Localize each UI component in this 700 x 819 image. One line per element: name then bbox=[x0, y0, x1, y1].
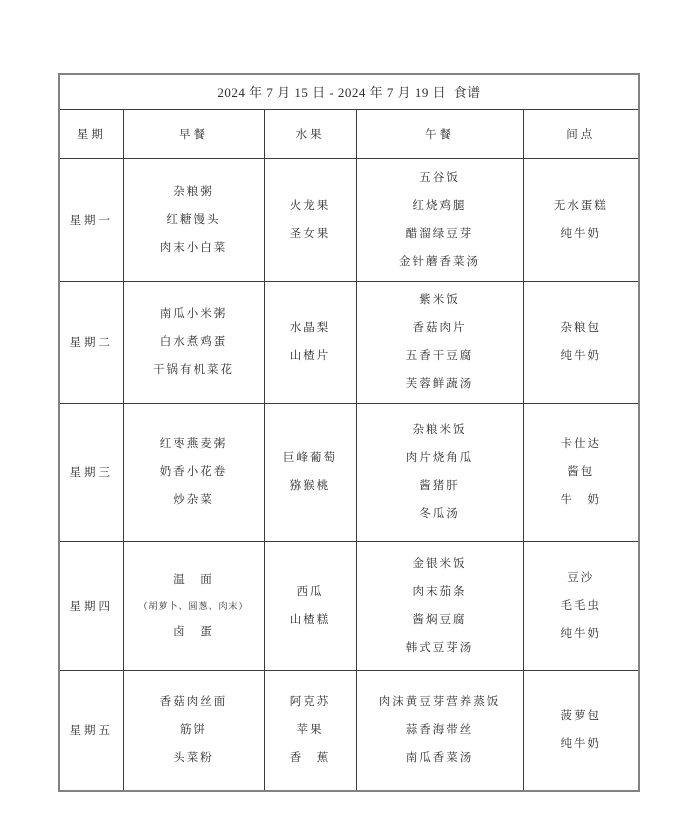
menu-item: 圣女果 bbox=[289, 227, 331, 240]
fruit-cell bbox=[264, 670, 356, 791]
menu-item: 纯牛奶 bbox=[560, 738, 601, 751]
menu-item: 金针蘑香菜汤 bbox=[399, 255, 480, 268]
menu-item: 香菇肉片 bbox=[412, 322, 467, 334]
menu-item: 芙蓉鲜蔬汤 bbox=[405, 378, 474, 390]
header-cell-day: 星期 bbox=[59, 109, 123, 158]
snack-cell bbox=[523, 158, 639, 281]
snack-cell bbox=[523, 541, 639, 670]
day-cell: 星期五 bbox=[59, 670, 123, 791]
menu-item: 纯牛奶 bbox=[560, 350, 601, 362]
title-row bbox=[59, 74, 639, 109]
header-row bbox=[59, 109, 639, 158]
menu-item: 苹果 bbox=[296, 724, 324, 737]
menu-item: 肉沫黄豆芽营养蒸饭 bbox=[378, 696, 501, 709]
menu-item: 白水煮鸡蛋 bbox=[159, 336, 228, 348]
lunch-cell bbox=[356, 541, 523, 670]
menu-item: 肉末小白菜 bbox=[159, 241, 228, 254]
breakfast-cell bbox=[123, 670, 264, 791]
breakfast-cell bbox=[123, 158, 264, 281]
menu-item: 香菇肉丝面 bbox=[159, 696, 228, 709]
menu-table bbox=[58, 73, 640, 792]
snack-cell bbox=[523, 670, 639, 791]
menu-item: 无水蛋糕 bbox=[553, 199, 608, 212]
menu-item: 炒杂菜 bbox=[173, 494, 214, 506]
menu-item: 杂粮粥 bbox=[173, 185, 214, 198]
menu-item: 金银米饭 bbox=[412, 557, 467, 570]
menu-item: 阿克苏 bbox=[289, 696, 331, 709]
menu-item: 牛 奶 bbox=[560, 494, 601, 506]
header-cell-breakfast: 早餐 bbox=[123, 109, 264, 158]
menu-item: 筋饼 bbox=[180, 724, 207, 737]
menu-item: 奶香小花卷 bbox=[159, 466, 228, 478]
menu-item: 杂粮包 bbox=[560, 322, 601, 334]
menu-item: 杂粮米饭 bbox=[412, 424, 467, 436]
menu-item: 巨峰葡萄 bbox=[283, 452, 337, 464]
menu-item: 头菜粉 bbox=[173, 752, 214, 765]
menu-item: 酱猪肝 bbox=[419, 480, 460, 492]
menu-item: 卤 蛋 bbox=[173, 625, 214, 638]
menu-item: 五谷饭 bbox=[419, 171, 460, 184]
breakfast-cell bbox=[123, 281, 264, 403]
lunch-cell bbox=[356, 670, 523, 791]
fruit-cell bbox=[264, 158, 356, 281]
menu-item: 山楂糕 bbox=[289, 613, 331, 626]
day-cell: 星期四 bbox=[59, 541, 123, 670]
menu-item: 豆沙 bbox=[567, 571, 595, 584]
lunch-cell bbox=[356, 158, 523, 281]
menu-item: 蒜香海带丝 bbox=[405, 724, 474, 737]
menu-item: 火龙果 bbox=[289, 199, 331, 212]
menu-item: 醋溜绿豆芽 bbox=[405, 227, 474, 240]
header-cell-lunch: 午餐 bbox=[356, 109, 523, 158]
menu-item: 酱包 bbox=[567, 466, 595, 478]
menu-item: 南瓜香菜汤 bbox=[405, 752, 474, 765]
menu-item: 肉片烧角瓜 bbox=[405, 452, 474, 464]
menu-item: 肉末茄条 bbox=[412, 585, 467, 598]
day-cell: 星期三 bbox=[59, 403, 123, 541]
menu-item: 香 蕉 bbox=[289, 752, 331, 765]
page-title: 2024 年 7 月 15 日 - 2024 年 7 月 19 日 食谱 bbox=[59, 74, 639, 109]
menu-item: 红烧鸡腿 bbox=[412, 199, 467, 212]
snack-cell bbox=[523, 403, 639, 541]
menu-item: 水晶梨 bbox=[289, 322, 331, 334]
day-cell: 星期一 bbox=[59, 158, 123, 281]
menu-item: 红糖馒头 bbox=[166, 213, 221, 226]
day-cell: 星期二 bbox=[59, 281, 123, 403]
menu-item: 猕猴桃 bbox=[289, 480, 331, 492]
header-cell-snack: 间点 bbox=[523, 109, 639, 158]
menu-item: 毛毛虫 bbox=[560, 599, 601, 612]
fruit-cell bbox=[264, 541, 356, 670]
menu-item: 纯牛奶 bbox=[560, 627, 601, 640]
menu-item: 纯牛奶 bbox=[560, 227, 601, 240]
menu-item: 紫米饭 bbox=[419, 294, 460, 306]
menu-item: 冬瓜汤 bbox=[419, 508, 460, 520]
lunch-cell bbox=[356, 403, 523, 541]
table-row bbox=[59, 158, 639, 281]
table-row bbox=[59, 541, 639, 670]
header-cell-fruit: 水果 bbox=[264, 109, 356, 158]
menu-item: 干锅有机菜花 bbox=[153, 364, 234, 376]
menu-item: 五香干豆腐 bbox=[405, 350, 474, 362]
snack-cell bbox=[523, 281, 639, 403]
menu-item: 山楂片 bbox=[289, 350, 331, 362]
table-row bbox=[59, 281, 639, 403]
menu-item: 菠萝包 bbox=[560, 710, 601, 723]
menu-item: 酱焖豆腐 bbox=[412, 613, 467, 626]
menu-item: 南瓜小米粥 bbox=[159, 308, 228, 320]
fruit-cell bbox=[264, 403, 356, 541]
menu-item: （胡萝卜、圆葱、肉末） bbox=[138, 600, 249, 611]
menu-item: 温 面 bbox=[173, 573, 214, 586]
breakfast-cell bbox=[123, 541, 264, 670]
breakfast-cell bbox=[123, 403, 264, 541]
fruit-cell bbox=[264, 281, 356, 403]
table-row bbox=[59, 670, 639, 791]
menu-item: 红枣燕麦粥 bbox=[159, 438, 228, 450]
menu-item: 韩式豆芽汤 bbox=[405, 641, 474, 654]
menu-item: 西瓜 bbox=[296, 585, 324, 598]
lunch-cell bbox=[356, 281, 523, 403]
menu-item: 卡仕达 bbox=[560, 438, 601, 450]
table-row bbox=[59, 403, 639, 541]
